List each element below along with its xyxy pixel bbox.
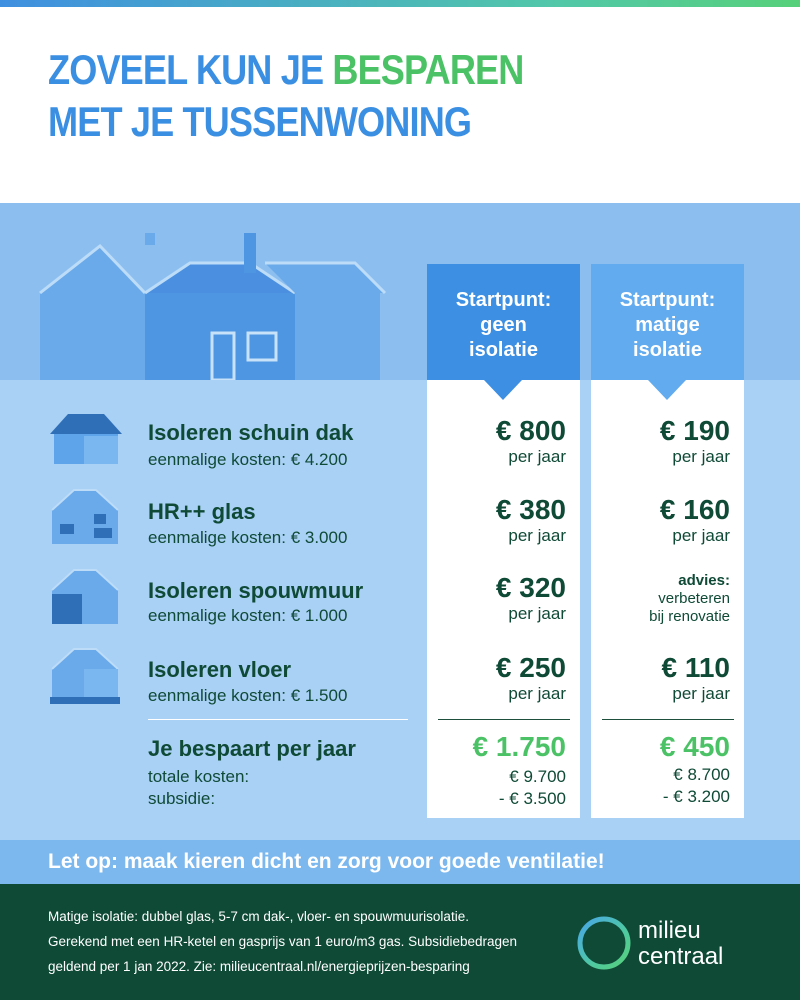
row-cost: eenmalige kosten: € 1.500 [148,686,348,705]
saving-value: € 800 per jaar [495,415,566,466]
row-cost: eenmalige kosten: € 4.200 [148,450,348,469]
terraced-house-illustration [0,203,420,380]
saving-value: € 320 per jaar [495,572,566,623]
cavity-wall-house-icon [46,566,126,626]
advice-note: advies: verbeteren bij renovatie [649,572,730,625]
footer [0,884,800,1000]
total-costs-label: totale kosten: [148,767,250,786]
column-header-moderate-insulation: Startpunt: matige isolatie [591,264,744,380]
total-subsidy: - € 3.200 [662,787,730,806]
row-title: Isoleren schuin dak [148,420,354,445]
milieu-centraal-logo-icon [575,914,633,972]
header-pointer [648,380,686,400]
subsidy-label: subsidie: [148,789,216,808]
saving-value: € 380 per jaar [495,494,566,545]
roof-insulation-house-icon [46,408,126,468]
total-saving: € 450 [659,731,730,762]
saving-value: € 160 per jaar [659,494,730,545]
row-cost: eenmalige kosten: € 1.000 [148,606,348,625]
title-line2: MET JE TUSSENWONING [48,98,472,145]
row-title: HR++ glas [148,499,256,524]
total-costs: € 9.700 [509,767,566,786]
logo-wordmark: milieu centraal [638,917,724,970]
top-gradient-bar [0,0,800,7]
saving-value: € 110 per jaar [661,652,730,703]
saving-value: € 250 per jaar [495,652,566,703]
row-divider [148,719,408,720]
total-saving: € 1.750 [472,731,566,762]
column-divider [438,719,570,720]
saving-value: € 190 per jaar [659,415,730,466]
title-line1-part1: ZOVEEL KUN JE [48,46,333,93]
column-header-no-insulation: Startpunt: geen isolatie [427,264,580,380]
header-pointer [484,380,522,400]
row-title: Isoleren vloer [148,657,292,682]
row-title: Isoleren spouwmuur [148,578,364,603]
total-costs: € 8.700 [673,765,730,784]
glass-insulation-house-icon [46,486,126,546]
row-cost: eenmalige kosten: € 3.000 [148,528,348,547]
floor-insulation-house-icon [46,645,126,705]
title-highlight: BESPAREN [332,46,524,93]
page-title [48,44,523,148]
column-divider [602,719,734,720]
total-title: Je bespaart per jaar [148,736,356,761]
ventilation-warning: Let op: maak kieren dicht en zorg voor goede ventilatie! [0,840,800,884]
total-subsidy: - € 3.500 [498,789,566,808]
footnote: Matige isolatie: dubbel glas, 5-7 cm dak-, vloer- en spouwmuurisolatie. Gerekend met een HR-ketel en gasprijs van 1 euro/m3 gas. Subsidiebedragen geldend per 1 jan 2022. Zie: milieucentraal.nl/energieprijzen-besparing [48,909,518,974]
